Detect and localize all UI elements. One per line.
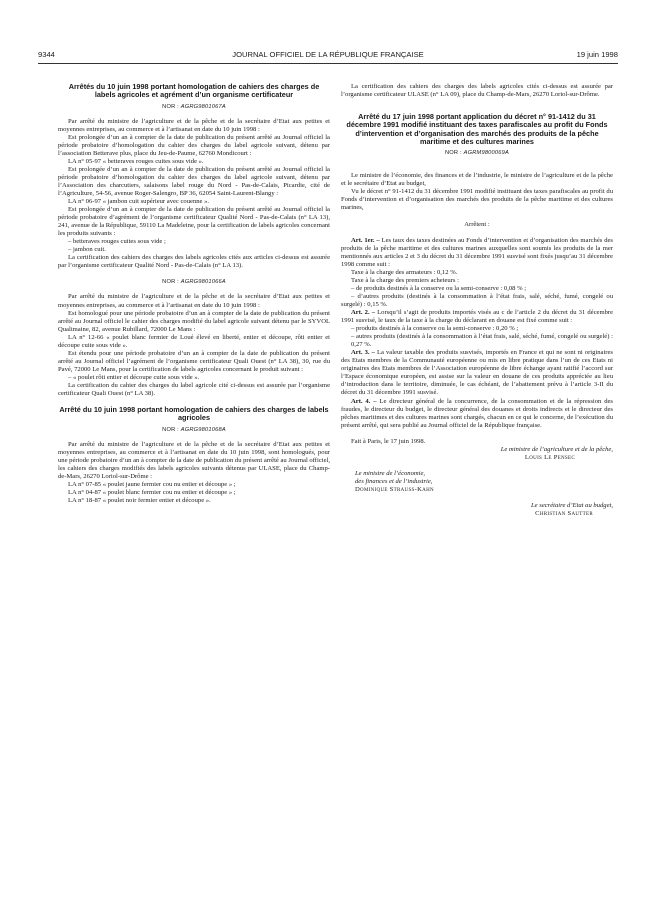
paragraph: Par arrêté du ministre de l’agriculture et de la pêche et de la secrétaire d’Etat aux petites et moyennes entreprises, au commerce et à l’artisanat en date du 10 juin 1998, sont homologués, pour une période probatoire d’un an à compter de la date de publication du présent arrêté au Journal officiel, les cahiers des charges modifiés des labels agricoles suivants détenus par ULASE, place du Champ-de-Mars, 26270 Loriol-sur-Drôme : <box>58 440 330 480</box>
list-item: LA n° 04-87 « poulet blanc fermier cou nu entier et découpe » ; <box>68 488 236 496</box>
paragraph: LA n° 06-97 « jambon cuit supérieur avec couenne ». <box>68 198 210 206</box>
list-item: – « poulet rôti entier et découpe cuite sous vide ». <box>68 373 200 381</box>
article-3: Art. 3. – La valeur taxable des produits susvisés, importés en France et qui ne sont ni originaires des Etats membres de la Communauté européenne ou mis en libre pratique dans l’un de ces Etats ni originaires des Etats membres de l’Association européenne de libre échange ayant ratifié l’accord sur l’Espace économique européen, est assise sur la valeur en douane de ces produits appréciée au lieu d’introduction dans le territoire, diminuée, le cas échéant, de l’abattement prévu à l’article 3-II du décret du 31 décembre 1991 susvisé. <box>341 349 613 397</box>
page-number: 9344 <box>38 50 55 59</box>
right-column <box>341 83 613 518</box>
journal-title: JOURNAL OFFICIEL DE LA RÉPUBLIQUE FRANÇAISE <box>232 50 424 59</box>
arrete-2-nor: NOR : AGRG9801066A <box>162 279 226 286</box>
issue-date: 19 juin 1998 <box>576 50 618 59</box>
signatory-2-name: Dominique Strauss-Kahn <box>355 485 434 493</box>
paragraph: Est homologué pour une période probatoire d’un an à compter de la date de publication du présent arrêté au Journal officiel le cahier des charges modifié du label agricole suivant détenu par le SYVOL Qualimaine, 82, avenue Rubillard, 72000 Le Mans : <box>58 309 330 333</box>
arrete-4-nor: NOR : AGRM9800069A <box>445 150 509 157</box>
signatory-3-title: Le secrétaire d’Etat au budget, <box>531 501 613 509</box>
article-1: Art. 1er. – Les taux des taxes destinées au Fonds d’intervention et d’organisation des marchés des produits de la pêche maritime et des cultures marines auxquelles sont soumis les produits de la mer mentionnés aux articles 2 et 3 du décret du 31 décembre 1991 susvisé sont fixés jusqu’au 31 décembre 1998 comme suit : <box>341 236 613 268</box>
list-item: – jambon cuit. <box>68 246 106 254</box>
signature-date: Fait à Paris, le 17 juin 1998. <box>351 437 426 445</box>
article-2: Art. 2. – Lorsqu’il s’agit de produits importés visés au c de l’article 2 du décret du 31 décembre 1991 susvisé, le taux de la taxe à la charge du déclarant en douane est fixé comme suit : <box>341 308 613 325</box>
signatory-1-title: Le ministre de l’agriculture et de la pêche, <box>500 445 613 453</box>
signatory-1-name: Louis Le Pensec <box>524 453 575 461</box>
paragraph: LA n° 12-66 « poulet blanc fermier de Loué élevé en liberté, entier et découpe, rôti entier et découpe cuite sous vide ». <box>58 333 330 349</box>
paragraph: Par arrêté du ministre de l’agriculture et de la pêche et de la secrétaire d’Etat aux petites et moyennes entreprises, au commerce et à l’artisanat en date du 10 juin 1998 : <box>58 117 330 133</box>
list-item: – autres produits (destinés à la consommation à l’état frais, salé, séché, fumé, congelé ou surgelé) : 0,27 %. <box>351 333 613 349</box>
signatory-2-title-cont: des finances et de l’industrie, <box>355 477 433 485</box>
list-item: – d’autres produits (destinés à la consommation à l’état frais, salé, séché, fumé, congelé ou surgelé) : 0,15 %. <box>341 292 613 308</box>
paragraph: Est étendu pour une période probatoire d’un an à compter de la date de publication du présent arrêté au Journal officiel l’agrément de l’organisme certificateur Quali Ouest (n° LA 38), 30, rue du Pavé, 72000 Le Mans, pour la certification de labels agricoles concernant le produit suivant : <box>58 349 330 373</box>
list-item: – de produits destinés à la conserve ou la semi-conserve : 0,08 % ; <box>351 284 527 292</box>
arrete-1-nor: NOR : AGRG9801067A <box>162 103 226 110</box>
arrete-4-title: Arrêté du 17 juin 1998 portant application du décret n° 91-1412 du 31 décembre 1991 modifié instituant des taxes parafiscales au profit du Fonds d’intervention et d’organisation des marchés des produits de la pêche maritime et des cultures marines <box>346 112 608 146</box>
arretent-heading: Arrêtent : <box>464 220 490 228</box>
paragraph: La certification des cahiers des charges des labels agricoles cités aux articles ci-dessus est assurée par l’organisme certificateur Qualité Nord - Pas-de-Calais (n° LA 13). <box>58 254 330 270</box>
signatory-3-name: Christian Sautter <box>535 510 593 518</box>
list-item: LA n° 07-85 « poulet jaune fermier cou nu entier et découpe » ; <box>68 480 236 488</box>
header-rule <box>38 63 618 64</box>
paragraph: Est prolongée d’un an à compter de la date de publication du présent arrêté au Journal officiel la période probatoire d’agrément de l’organisme certificateur Qualité Nord - Pas-de-Calais (n° LA 13), 241, avenue de la République, 59110 La Madeleine, pour la certification de labels agricoles concernant les produits suivants : <box>58 206 331 238</box>
paragraph: Taxe à la charge des armateurs : 0,12 %. <box>351 268 458 276</box>
list-item: – betteraves rouges cuites sous vide ; <box>68 238 166 246</box>
paragraph: La certification des cahiers des charges des labels agricoles cités ci-dessus est assurée par l’organisme certificateur ULASE (n° LA 09), place du Champ-de-Mars, 26270 Loriol-sur-Drôme. <box>341 83 613 99</box>
arrete-1-title: Arrêtés du 10 juin 1998 portant homologation de cahiers des charges de labels agricoles et agrément d’un organisme certificateur <box>68 82 320 100</box>
arrete-3-title: Arrêté du 10 juin 1998 portant homologation de cahiers des charges de labels agricoles <box>59 405 329 423</box>
list-item: – produits destinés à la conserve ou la semi-conserve : 0,20 % ; <box>351 325 519 333</box>
paragraph: LA n° 05-97 « betteraves rouges cuites sous vide ». <box>68 157 204 165</box>
left-column <box>58 83 330 505</box>
paragraph: Par arrêté du ministre de l’agriculture et de la pêche et de la secrétaire d’Etat aux petites et moyennes entreprises, au commerce et à l’artisanat en date du 10 juin 1998 : <box>58 293 330 309</box>
paragraph: Taxe à la charge des premiers acheteurs : <box>351 276 459 284</box>
paragraph: Vu le décret n° 91-1412 du 31 décembre 1991 modifié instituant des taxes parafiscales au profit du Fonds d’intervention et d’organisation des marchés des produits de la pêche maritime et des cultures marines, <box>341 188 613 212</box>
paragraph: Le ministre de l’économie, des finances et de l’industrie, le ministre de l’agriculture et de la pêche et le secrétaire d’Etat au budget, <box>341 172 613 188</box>
paragraph: La certification du cahier des charges du label agricole cité ci-dessus est assurée par l’organisme certificateur Quali Ouest (n° LA 38). <box>58 382 330 398</box>
page-header <box>38 50 618 62</box>
arrete-3-nor: NOR : AGRG9801068A <box>162 426 226 433</box>
article-4: Art. 4. – Le directeur général de la concurrence, de la consommation et de la répression des fraudes, le directeur du budget, le directeur général des douanes et droits indirects et le directeur des pêches maritimes et des cultures marines sont chargés, chacun en ce qui le concerne, de l’exécution du présent arrêté, qui sera publié au Journal officiel de la République française. <box>341 397 613 429</box>
list-item: LA n° 18-87 « poulet noir fermier entier et découpe ». <box>68 497 211 505</box>
paragraph: Est prolongée d’un an à compter de la date de publication du présent arrêté au Journal officiel la période probatoire d’homologation du cahier des charges du label agricole suivant, détenu par l’association Betterave plus, place du Jeu-de-Paume, 62760 Mondicourt : <box>58 133 330 157</box>
paragraph: Est prolongée d’un an à compter de la date de publication du présent arrêté au Journal officiel la période probatoire d’homologation du cahier des charges du label agricole suivant, détenu par l’Association des charcutiers, salaisons label rouge du Nord - Pas-de-Calais, Picardie, cité de l’Agriculture, 54-56, avenue Roger-Salengro, BP 36, 62054 Saint-Laurent-Blangy : <box>58 165 330 198</box>
signatory-2-title: Le ministre de l’économie, <box>355 469 426 477</box>
